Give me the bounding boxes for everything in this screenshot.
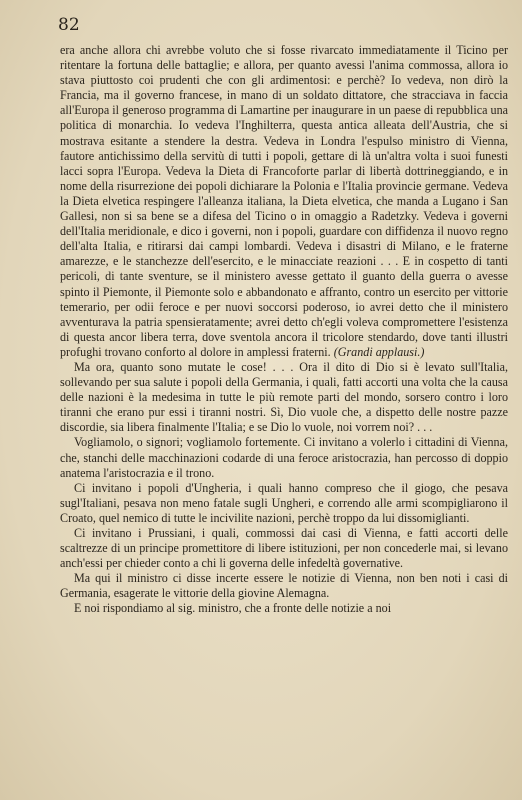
page-number: 82: [58, 15, 80, 35]
paragraph-text: era anche allora chi avrebbe voluto che si fosse rivarcato immediatamente il Ticino per ritentare la fortuna delle battaglie; e allora, per quanto avessi l'anima commossa, allora io stava piuttosto coi prudenti che con gli ardimentosi: e perchè? Io vedeva, non dirò la Francia, ma il governo francese, in mano di un soldato dittatore, che stracciava in faccia all'Europa il generoso programma di Lamartine per inaugurare in un paese di repubblica una politica di monarchia. Io vedeva l'Inghilterra, questa antica alleata dell'Austria, che si mostrava esitante a stendere la destra. Vedeva in Londra l'espulso ministro di Vienna, fautore antichissimo della servitù di tutti i popoli, gettare di là un'altra volta i suoi funesti lacci sopra l'Europa. Vedeva la Dieta di Francoforte parlar di libertà dottrineggiando, e in nome della risurrezione dei popoli dichiarare la Polonia e l'Italia provincie germane. Vedeva la Dieta elvetica respingere l'alleanza italiana, la Dieta elvetica, che manda a Lugano i San Gallesi, non si sa bene se a difesa del Ticino o in omaggio a Radetzky. Vedeva i governi dell'Italia meridionale, e dico i governi, non i popoli, guardare con diffidenza il nuovo regno dell'alta Italia, e ritirarsi dai campi lombardi. Vedeva i disastri di Milano, e le fraterne amarezze, e le stanchezze dell'esercito, e le minacciate reazioni . . . E in cospetto di tanti pericoli, di tante sventure, se il ministero avesse gettato il guanto della guerra o avesse spinto il Piemonte, il Piemonte solo e abbandonato e affranto, contro un esercito per vittorie temerario, per odii feroce e per nuovi soccorsi poderoso, io avrei detto che il ministero avventurava la patria spensieratamente; avrei detto ch'egli voleva compromettere l'esistenza di questa ancor libera terra, dove sventola ancora il tricolore stendardo, dove tanti illustri profughi trovano conforto al dolore in amplessi fraterni.: [60, 43, 508, 359]
body-text: [60, 43, 508, 617]
applause-note: (Grandi applausi.): [333, 344, 425, 359]
paragraph-text: Ma qui il ministro ci disse incerte essere le notizie di Vienna, non ben noti i casi di Germania, esagerate le vittorie della giovine Alemagna.: [60, 571, 508, 601]
paragraph: [60, 481, 508, 526]
paragraph: [60, 435, 508, 480]
paragraph-text: E noi rispondiamo al sig. ministro, che a fronte delle notizie a noi: [74, 601, 392, 616]
paragraph-text: Vogliamolo, o signori; vogliamolo fortemente. Ci invitano a volerlo i cittadini di Vienna, che, stanchi delle macchinazioni codarde di una feroce aristocrazia, han percosso di doppio anatema l'aristocrazia e il trono.: [60, 435, 508, 480]
paragraph: [60, 601, 508, 616]
paragraph-text: Ci invitano i Prussiani, i quali, commossi dai casi di Vienna, e fatti accorti delle scaltrezze di un principe promettitore di libere istituzioni, per non concederle mai, si levano anch'essi per chieder conto a chi li governa delle infedeltà governative.: [60, 526, 508, 571]
paragraph: [60, 43, 508, 360]
paragraph: [60, 571, 508, 601]
paragraph: [60, 360, 508, 435]
paragraph: [60, 526, 508, 571]
paragraph-text: Ci invitano i popoli d'Ungheria, i quali hanno compreso che il giogo, che pesava sugl'Italiani, pesava non meno fatale sugli Ungheri, e correndo alle armi scompigliarono il Croato, quel nemico di tutte le incivilite nazioni, perchè troppo da lui dissomiglianti.: [60, 480, 508, 525]
paragraph-text: Ma ora, quanto sono mutate le cose! . . . Ora il dito di Dio si è levato sull'Italia, sollevando per sua salute i popoli della Germania, i quali, fatti accorti una volta che la causa delle nazioni è la medesima in tutte le più remote parti del mondo, sorsero contro i loro tiranni che erano pur essi i tiranni nostri. Sì, Dio vuole che, a dispetto delle nostre pazze discordie, sia libera finalmente l'Italia; e se Dio lo vuole, noi vorrem noi? . . .: [60, 359, 508, 435]
